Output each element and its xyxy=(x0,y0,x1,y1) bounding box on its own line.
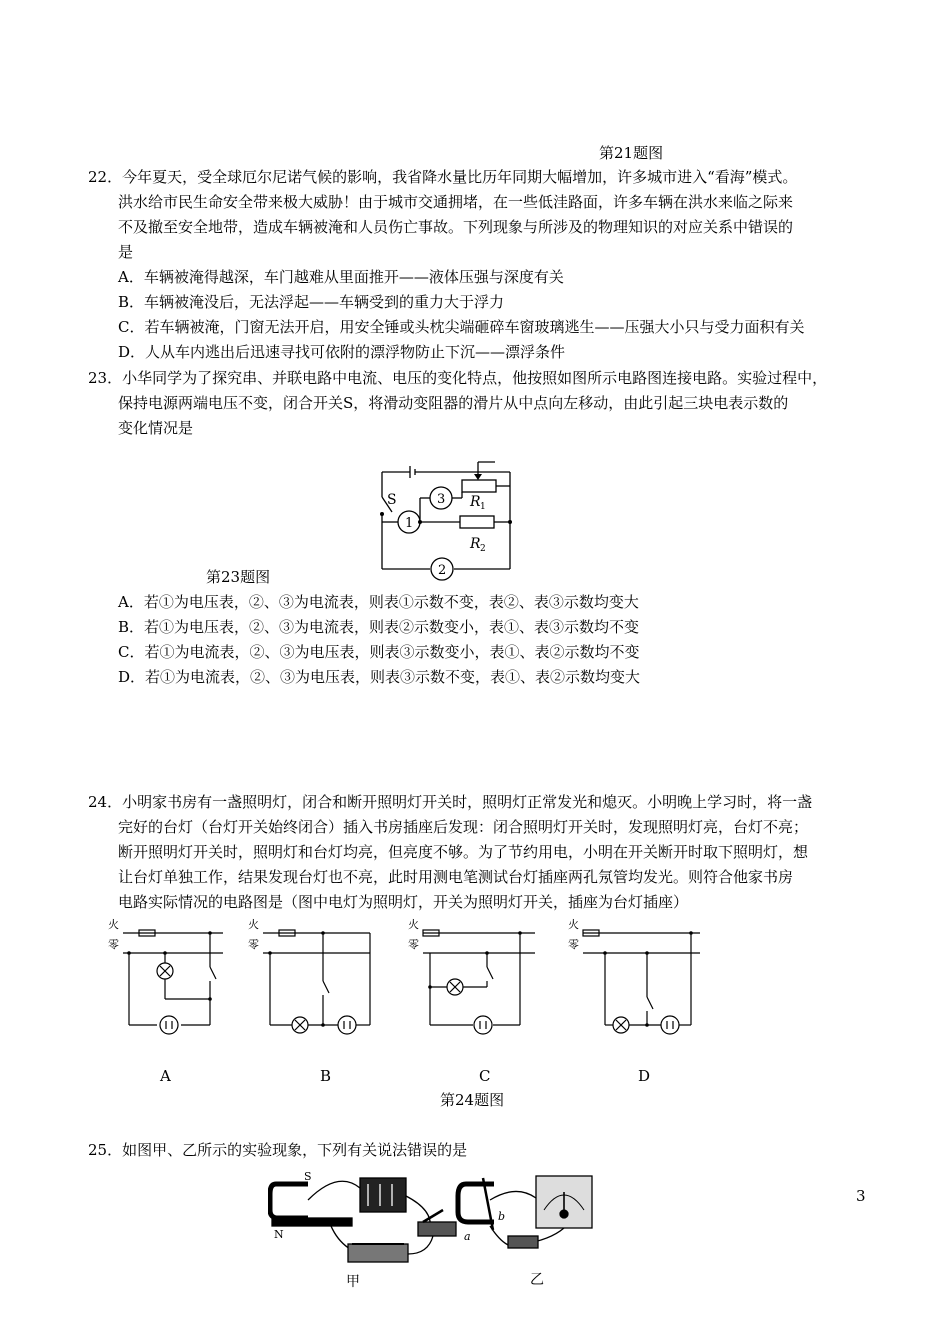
magnet-s-label: S xyxy=(304,1170,312,1183)
r1-subscript: 1 xyxy=(480,502,486,512)
r2-subscript: 2 xyxy=(480,544,486,554)
page-number: 3 xyxy=(856,1187,866,1205)
meter-3-label: 3 xyxy=(437,492,446,507)
meter-1-label: 1 xyxy=(405,516,414,531)
q22-option-c: C．若车辆被淹，门窗无法开启，用安全锤或头枕尖端砸碎车窗玻璃逃生——压强大小只与受力面积有关 xyxy=(118,318,805,336)
q23-circuit-diagram xyxy=(370,452,530,582)
q24-choice-c: C xyxy=(479,1067,491,1085)
neutral-label: 零 xyxy=(568,938,579,951)
rod-a-label: a xyxy=(464,1230,471,1243)
q25-line-1: 25．如图甲、乙所示的实验现象，下列有关说法错误的是 xyxy=(88,1141,468,1159)
neutral-label: 零 xyxy=(248,938,259,951)
q24-circuit-b xyxy=(245,915,380,1040)
live-label: 火 xyxy=(248,918,259,931)
q24-choice-a: A xyxy=(160,1067,171,1085)
neutral-label: 零 xyxy=(108,938,119,951)
meter-2-label: 2 xyxy=(438,563,447,578)
q24-circuit-d xyxy=(565,915,705,1040)
q24-choice-b: B xyxy=(320,1067,332,1085)
q24-choice-d: D xyxy=(638,1067,651,1085)
q23-option-b: B．若①为电压表，②、③为电流表，则表②示数变小，表①、表③示数均不变 xyxy=(118,618,640,636)
q24-circuit-c xyxy=(405,915,545,1040)
q22-option-b: B．车辆被淹没后，无法浮起——车辆受到的重力大于浮力 xyxy=(118,293,505,311)
live-label: 火 xyxy=(568,918,579,931)
switch-label: S xyxy=(387,492,397,508)
q22-line-3: 不及撤至安全地带，造成车辆被淹和人员伤亡事故。下列现象与所涉及的物理知识的对应关系中错误的 xyxy=(118,218,794,236)
q24-circuit-a xyxy=(105,915,235,1040)
q23-line-2: 保持电源两端电压不变，闭合开关S，将滑动变阻器的滑片从中点向左移动，由此引起三块电表示数的 xyxy=(118,394,789,412)
q23-option-a: A．若①为电压表，②、③为电流表，则表①示数不变，表②、表③示数均变大 xyxy=(118,593,639,611)
fig-jia-label: 甲 xyxy=(346,1274,360,1290)
q23-line-1: 23．小华同学为了探究串、并联电路中电流、电压的变化特点，他按照如图所示电路图连接电路。实验过程中， xyxy=(88,369,828,387)
q22-option-a: A．车辆被淹得越深，车门越难从里面推开——液体压强与深度有关 xyxy=(118,268,564,286)
q23-line-3: 变化情况是 xyxy=(118,419,194,437)
q22-line-2: 洪水给市民生命安全带来极大威胁！由于城市交通拥堵，在一些低洼路面，许多车辆在洪水来临之际来 xyxy=(118,193,794,211)
fig21-caption: 第21题图 xyxy=(599,144,664,162)
q25-figure xyxy=(268,1170,618,1290)
q22-option-d: D．人从车内逃出后迅速寻找可依附的漂浮物防止下沉——漂浮条件 xyxy=(118,343,566,361)
q22-line-1: 22．今年夏天，受全球厄尔尼诺气候的影响，我省降水量比历年同期大幅增加，许多城市进入“看海”模式。 xyxy=(88,168,798,186)
q22-line-4: 是 xyxy=(118,243,134,261)
r2-label: R xyxy=(470,536,481,552)
q24-line-4: 让台灯单独工作，结果发现台灯也不亮，此时用测电笔测试台灯插座两孔氖管均发光。则符合他家书房 xyxy=(118,868,794,886)
fig-yi-label: 乙 xyxy=(530,1272,544,1288)
live-label: 火 xyxy=(108,918,119,931)
live-label: 火 xyxy=(408,918,419,931)
q23-option-c: C．若①为电流表，②、③为电压表，则表③示数变小，表①、表②示数均不变 xyxy=(118,643,640,661)
q24-line-1: 24．小明家书房有一盏照明灯，闭合和断开照明灯开关时，照明灯正常发光和熄灭。小明晚上学习时，将一盏 xyxy=(88,793,813,811)
q23-option-d: D．若①为电流表，②、③为电压表，则表③示数不变，表①、表②示数均变大 xyxy=(118,668,641,686)
q24-line-5: 电路实际情况的电路图是（图中电灯为照明灯，开关为照明灯开关，插座为台灯插座） xyxy=(118,893,689,911)
r1-label: R xyxy=(470,494,481,510)
rod-b-label: b xyxy=(498,1210,506,1223)
magnet-n-label: N xyxy=(274,1228,284,1241)
neutral-label: 零 xyxy=(408,938,419,951)
q24-line-3: 断开照明灯开关时，照明灯和台灯均亮，但亮度不够。为了节约用电，小明在开关断开时取下照明灯，想 xyxy=(118,843,809,861)
fig24-caption: 第24题图 xyxy=(440,1091,505,1109)
fig23-caption: 第23题图 xyxy=(206,568,271,586)
q24-line-2: 完好的台灯（台灯开关始终闭合）插入书房插座后发现：闭合照明灯开关时，发现照明灯亮，台灯不亮； xyxy=(118,818,809,836)
